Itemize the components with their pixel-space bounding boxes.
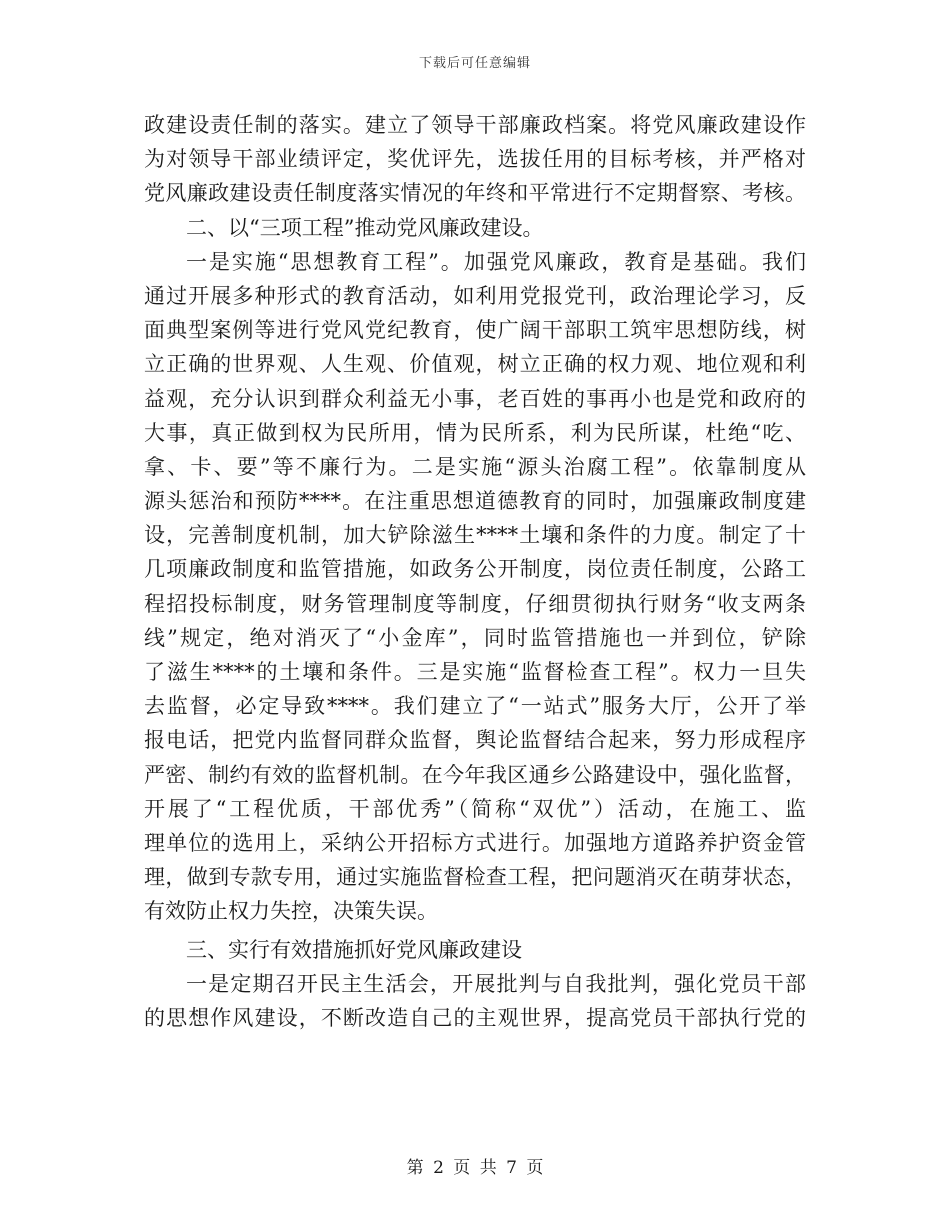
body-text-line: 政建设责任制的落实。建立了领导干部廉政档案。将党风廉政建设作 <box>144 113 806 137</box>
page-number-footer: 第 2 页 共 7 页 <box>406 1158 544 1178</box>
body-text-line: 开展了“工程优质，干部优秀”（简称“双优”）活动，在施工、监 <box>144 796 806 821</box>
body-text-line: 源头惩治和预防****。在注重思想道德教育的同时，加强廉政制度建 <box>144 489 806 514</box>
body-text-line: 严密、制约有效的监督机制。在今年我区通乡公路建设中，强化监督， <box>144 762 806 787</box>
body-text-line: 了滋生****的土壤和条件。三是实施“监督检查工程”。权力一旦失 <box>144 660 806 684</box>
body-text-line: 理，做到专款专用，通过实施监督检查工程，把问题消灭在萌芽状态， <box>144 865 806 890</box>
body-text-line: 一是定期召开民主生活会，开展批判与自我批判，强化党员干部 <box>186 971 806 996</box>
body-text-line: 的思想作风建设，不断改造自己的主观世界，提高党员干部执行党的 <box>144 1005 806 1030</box>
body-text-line: 几项廉政制度和监管措施，如政务公开制度，岗位责任制度，公路工 <box>144 557 806 582</box>
body-text-line: 有效防止权力失控，决策失误。 <box>144 899 438 924</box>
body-text-line: 益观，充分认识到群众利益无小事，老百姓的事再小也是党和政府的 <box>144 386 806 411</box>
body-text-line: 三、实行有效措施抓好党风廉政建设 <box>186 937 522 962</box>
body-text-line: 面典型案例等进行党风党纪教育，使广阔干部职工筑牢思想防线，树 <box>144 318 806 343</box>
body-text-line: 二、以“三项工程”推动党风廉政建设。 <box>186 215 544 240</box>
body-text-line: 立正确的世界观、人生观、价值观，树立正确的权力观、地位观和利 <box>144 352 806 377</box>
body-text-line: 理单位的选用上，采纳公开招标方式进行。加强地方道路养护资金管 <box>144 830 806 855</box>
body-text-line: 去监督，必定导致****。我们建立了“一站式”服务大厅，公开了举 <box>144 694 806 719</box>
body-text-line: 大事，真正做到权为民所用，情为民所系，利为民所谋，杜绝“吃、 <box>144 420 806 445</box>
document-body <box>144 108 806 1035</box>
body-text-line: 报电话，把党内监督同群众监督，舆论监督结合起来，努力形成程序 <box>144 728 806 753</box>
body-text-line: 党风廉政建设责任制度落实情况的年终和平常进行不定期督察、考核。 <box>144 181 806 206</box>
body-text-line: 程招投标制度，财务管理制度等制度，仔细贯彻执行财务“收支两条 <box>144 591 806 616</box>
body-text-line: 为对领导干部业绩评定，奖优评先，选拔任用的目标考核，并严格对 <box>144 147 806 172</box>
body-text-line: 通过开展多种形式的教育活动，如利用党报党刊，政治理论学习，反 <box>144 283 806 308</box>
body-text-line: 设，完善制度机制，加大铲除滋生****土壤和条件的力度。制定了十 <box>144 523 806 548</box>
body-text-line: 拿、卡、要”等不廉行为。二是实施“源头治腐工程”。依靠制度从 <box>144 454 806 479</box>
page-header: 下载后可任意编辑 <box>418 56 531 71</box>
body-text-line: 一是实施“思想教育工程”。加强党风廉政，教育是基础。我们 <box>186 249 806 274</box>
body-text-line: 线”规定，绝对消灭了“小金库”，同时监管措施也一并到位，铲除 <box>144 625 806 650</box>
